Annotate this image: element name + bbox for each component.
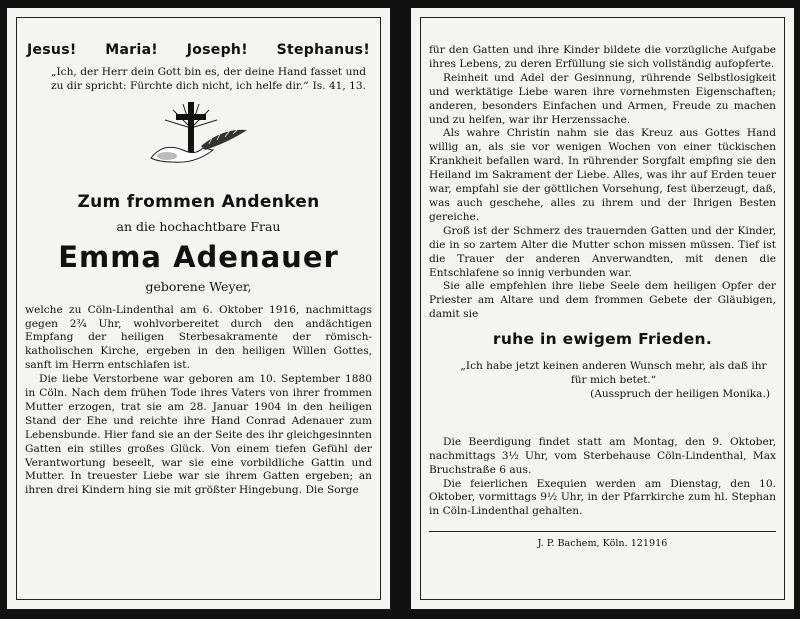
rest-in-peace: ruhe in ewigem Frieden. xyxy=(492,330,713,349)
saint-jesus: Jesus! xyxy=(27,42,77,58)
right-card xyxy=(411,8,794,609)
faith-paragraph: Als wahre Christin nahm sie das Kreuz aus Gottes Hand willig an, als sie vor wenigen Wochen von einer tückischen Krankheit befallen ward. In rührender Sorgfalt empfing sie den Heiland im Sakrament der Liebe. Alles, was ihr auf Erden teuer war, empfahl sie der göttlichen Vorsehung, fest überzeugt, daß, was auch geschehe, alles zu ihrem und der Ihrigen Besten gereiche. xyxy=(429,127,776,223)
deceased-name: Emma Adenauer xyxy=(58,239,339,274)
burial-paragraph: Die Beerdigung findet statt am Montag, den 9. Oktober, nachmittags 3½ Uhr, vom Sterbehause Cöln-Lindenthal, Max Bruchstraße 6 aus. xyxy=(429,435,776,476)
death-paragraph: welche zu Cöln-Lindenthal am 6. Oktober 1916, nachmittags gegen 2¾ Uhr, wohlvorbereitet durch den andächtigen Empfang der heiligen Sterbesakramente der römisch-katholischen Kirche, ergeben in den heiligen Willen Gottes, sanft im Herrn entschlafen ist. xyxy=(25,303,372,372)
virtues-paragraph: Reinheit und Adel der Gesinnung, rührende Selbstlosigkeit und werktätige Liebe waren ihre vornehmsten Eigenschaften; anderen, besonders Einfachen und Armen, Freude zu machen und zu helfen, war ihr Herzenssache. xyxy=(429,71,776,126)
care-paragraph: für den Gatten und ihre Kinder bildete die vorzügliche Aufgabe ihres Lebens, zu deren Erfüllung sie sich vollständig aufopferte. xyxy=(429,44,776,70)
grief-paragraph: Groß ist der Schmerz des trauernden Gatten und der Kinder, die in so zartem Alter die Mutter schon missen müssen. Tief ist die Trauer der anderen Anverwandten, mit denen die Entschlafene so innig verbunden war. xyxy=(429,224,776,279)
printer-imprint: J. P. Bachem, Köln. 121916 xyxy=(537,538,668,550)
in-memory-heading: Zum frommen Andenken xyxy=(77,191,320,212)
verse-reference: Is. 41, 13. xyxy=(312,79,366,92)
quote-source: (Ausspruch der heiligen Monika.) xyxy=(590,387,770,400)
quote-text: „Ich habe jetzt keinen anderen Wunsch mehr, als daß ihr für mich betet.“ xyxy=(460,360,767,387)
emblem xyxy=(25,98,372,170)
maiden-name: geborene Weyer, xyxy=(145,278,252,294)
saint-stephanus: Stephanus! xyxy=(276,42,370,58)
left-card-content xyxy=(25,20,372,599)
dedication-line: an die hochachtbare Frau xyxy=(116,218,281,234)
left-card xyxy=(7,8,390,609)
prayer-paragraph: Sie alle empfehlen ihre liebe Seele dem heiligen Opfer der Priester am Altare und dem frommen Gebete der Gläubigen, damit sie xyxy=(429,280,776,321)
exequies-paragraph: Die feierlichen Exequien werden am Dienstag, den 10. Oktober, vormittags 9½ Uhr, in der Pfarrkirche zum hl. Stephan in Cöln-Lindenthal gehalten. xyxy=(429,477,776,518)
monica-quote xyxy=(457,360,770,402)
funeral-info xyxy=(429,436,776,519)
saints-heading xyxy=(27,42,370,58)
imprint-divider xyxy=(429,531,776,532)
saint-joseph: Joseph! xyxy=(186,42,248,58)
bible-verse xyxy=(51,66,366,94)
right-card-content xyxy=(429,44,776,599)
cross-with-palm-icon xyxy=(143,98,253,170)
saint-maria: Maria! xyxy=(105,42,158,58)
verse-text: „Ich, der Herr dein Gott bin es, der deine Hand fasset und zu dir spricht: Fürchte dich nicht, ich helfe dir.“ xyxy=(51,66,366,92)
biography-paragraph: Die liebe Verstorbene war geboren am 10. September 1880 in Cöln. Nach dem frühen Tode ihres Vaters von ihrer frommen Mutter erzogen, trat sie am 28. Januar 1904 in den heiligen Stand der Ehe und reichte ihre Hand Conrad Adenauer zum Lebensbunde. Hier fand sie an der Seite des ihr gleichgesinnten Gatten ein stilles großes Glück. Von einem tiefen Gefühl der Verantwortung beseelt, war sie eine vorbildliche Gattin und Mutter. In treuester Liebe war sie ihrem Gatten ergeben; an ihren drei Kindern hing sie mit größter Hingebung. Die Sorge xyxy=(25,373,372,497)
